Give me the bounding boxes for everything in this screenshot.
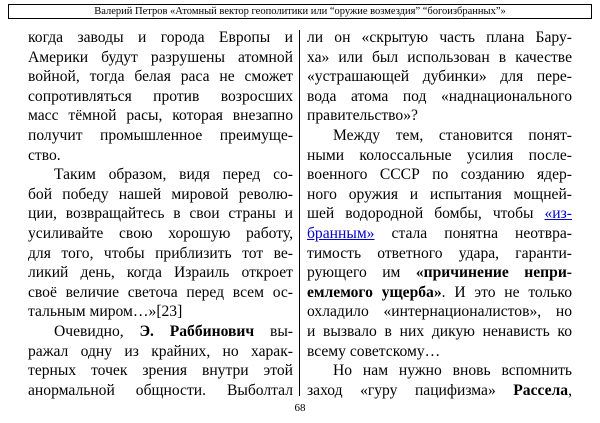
author-name: Рассела	[513, 381, 569, 399]
text-line: всему советскому…	[307, 342, 441, 360]
text-line: ли он «скрытую часть плана Бару-	[307, 29, 572, 46]
text-line: охладило «интернационалистов», но	[307, 303, 572, 321]
text-line: и вызвало в них дикую ненависть ко	[307, 322, 572, 340]
chosen-link[interactable]: «из-	[544, 205, 572, 223]
text-line: Но нам нужно вновь вспомнить	[333, 362, 572, 380]
text-line: заход «гуру пацифизма» Рассела,	[307, 381, 572, 399]
text-line: ными колоссальные усилия после-	[307, 146, 572, 164]
text-line: емлемого ущерба». И это не только	[307, 283, 572, 301]
text-line: Таким образом, видя перед со-	[54, 166, 293, 184]
text-line: получит промышленное преимуще-	[28, 126, 293, 144]
text-line: Очевидно, Э. Раббинович вы-	[54, 322, 293, 340]
text-line: вода атома под «наднационального	[307, 87, 572, 105]
text-line: тальным миром…»[23]	[28, 303, 183, 321]
chosen-link-cont[interactable]: бранным»	[307, 224, 375, 242]
bold-phrase-cont: емлемого ущерба»	[307, 283, 442, 301]
bold-phrase: «причинение непри-	[415, 264, 573, 282]
text-line: ражал одну из крайних, но харак-	[28, 342, 293, 360]
page-number: 68	[294, 402, 306, 414]
text-line: войной, тогда белая раса не сможет	[28, 68, 293, 86]
left-column	[28, 28, 293, 400]
text-line: тимость ответного удара, гаранти-	[307, 244, 572, 262]
text-line: рующего им «причинение непри-	[307, 264, 573, 282]
right-column	[307, 28, 572, 400]
author-name: Э. Раббинович	[139, 322, 255, 340]
text-line: Между тем, становится понят-	[333, 126, 572, 144]
text-line: Америки будут разрушены атомной	[28, 48, 293, 66]
text-line: усиливайте свою хорошую работу,	[28, 224, 293, 242]
text-line: ликий день, когда Израиль откроет	[28, 264, 293, 282]
text-line: правительство»?	[307, 107, 418, 125]
text-line: военного СССР по созданию ядер-	[307, 166, 572, 184]
text-line: для того, чтобы приблизить тот ве-	[28, 244, 293, 262]
text-line: ха» или был использован в качестве	[307, 48, 572, 66]
text-line: бранным» стала понятна неотвра-	[307, 224, 572, 242]
text-line: ции, возвращайтесь в свои страны и	[28, 205, 293, 223]
column-divider	[299, 30, 300, 396]
text-line: ного оружия и испытания мощней-	[307, 185, 572, 203]
text-line: сопротивляться против возросших	[28, 87, 293, 105]
text-line: масс тёмной расы, которая внезапно	[28, 107, 293, 125]
text-line: бой победу нашей мировой револю-	[28, 185, 293, 203]
text-line: терных точек зрения внутри этой	[28, 362, 293, 380]
text-line: когда заводы и города Европы и	[28, 29, 293, 46]
text-line: «устрашающей дубинки» для пере-	[307, 68, 572, 86]
text-line: ство.	[28, 146, 61, 164]
text-line: шей водородной бомбы, чтобы «из-	[307, 205, 572, 223]
running-title: Валерий Петров «Атомный вектор геополитики или “оружие возмездия” “богоизбранных”»	[94, 6, 506, 17]
running-header	[8, 4, 592, 19]
text-line: анормальной общности. Выболтал	[28, 381, 293, 399]
text-line: своё величие светоча перед всем ос-	[28, 283, 293, 301]
